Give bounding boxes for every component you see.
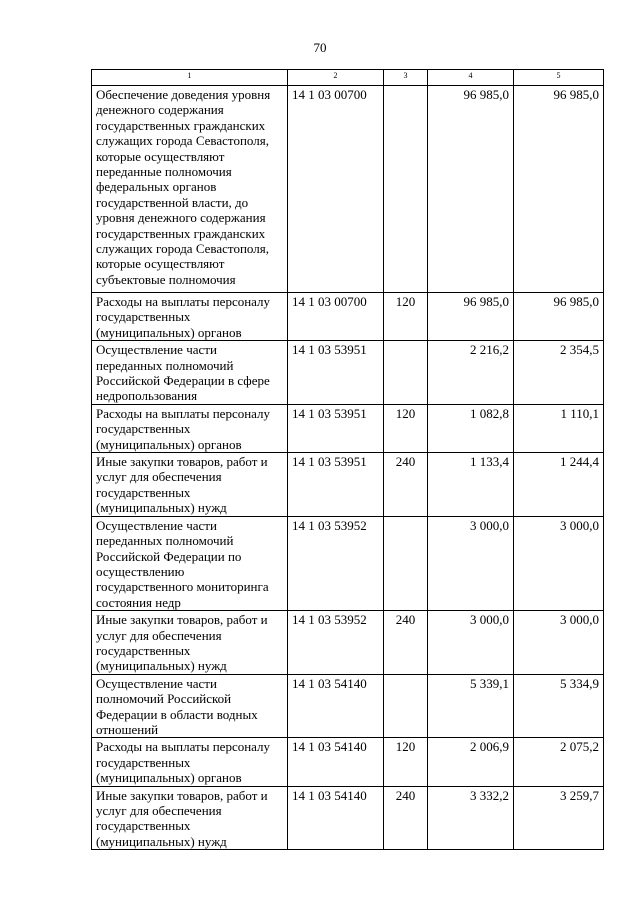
column-header-1: 1 [92, 70, 288, 86]
row-expense-type: 240 [384, 786, 428, 850]
row-sum-1: 96 985,0 [428, 86, 514, 293]
column-header-5: 5 [514, 70, 604, 86]
row-expense-type [384, 674, 428, 738]
row-sum-1: 5 339,1 [428, 674, 514, 738]
row-name: Осуществление части переданных полномочий Российской Федерации в сфере недропользования [92, 341, 288, 405]
column-header-2: 2 [288, 70, 384, 86]
column-header-3: 3 [384, 70, 428, 86]
table-row [92, 738, 604, 786]
row-expense-type: 120 [384, 404, 428, 452]
row-name: Осуществление части полномочий Российской Федерации в области водных отношений [92, 674, 288, 738]
row-expense-type: 120 [384, 738, 428, 786]
row-sum-2: 2 075,2 [514, 738, 604, 786]
row-code: 14 1 03 53951 [288, 453, 384, 517]
row-sum-2: 3 000,0 [514, 611, 604, 675]
row-sum-2: 1 244,4 [514, 453, 604, 517]
table-row [92, 293, 604, 341]
row-name: Осуществление части переданных полномочий Российской Федерации по осуществлению государственного мониторинга состояния недр [92, 516, 288, 610]
row-expense-type: 120 [384, 293, 428, 341]
page-number: 70 [313, 40, 327, 55]
row-name: Иные закупки товаров, работ и услуг для обеспечения государственных (муниципальных) нужд [92, 786, 288, 850]
table-row [92, 86, 604, 293]
row-code: 14 1 03 54140 [288, 786, 384, 850]
table-row [92, 404, 604, 452]
row-name: Иные закупки товаров, работ и услуг для обеспечения государственных (муниципальных) нужд [92, 611, 288, 675]
row-code: 14 1 03 00700 [288, 86, 384, 293]
row-name: Расходы на выплаты персоналу государственных (муниципальных) органов [92, 404, 288, 452]
row-sum-2: 2 354,5 [514, 341, 604, 405]
row-sum-1: 2 216,2 [428, 341, 514, 405]
row-expense-type [384, 341, 428, 405]
row-sum-1: 96 985,0 [428, 293, 514, 341]
row-code: 14 1 03 53951 [288, 341, 384, 405]
table-row [92, 341, 604, 405]
row-sum-1: 3 000,0 [428, 611, 514, 675]
row-name: Иные закупки товаров, работ и услуг для обеспечения государственных (муниципальных) нужд [92, 453, 288, 517]
row-expense-type [384, 516, 428, 610]
row-sum-2: 5 334,9 [514, 674, 604, 738]
table-row [92, 674, 604, 738]
row-expense-type: 240 [384, 611, 428, 675]
row-code: 14 1 03 00700 [288, 293, 384, 341]
row-sum-1: 3 332,2 [428, 786, 514, 850]
table-row [92, 453, 604, 517]
row-sum-2: 96 985,0 [514, 86, 604, 293]
row-code: 14 1 03 53951 [288, 404, 384, 452]
row-name: Расходы на выплаты персоналу государственных (муниципальных) органов [92, 293, 288, 341]
table-row [92, 611, 604, 675]
row-sum-2: 96 985,0 [514, 293, 604, 341]
row-sum-1: 2 006,9 [428, 738, 514, 786]
row-sum-2: 3 259,7 [514, 786, 604, 850]
row-sum-1: 1 082,8 [428, 404, 514, 452]
row-expense-type: 240 [384, 453, 428, 517]
row-sum-1: 3 000,0 [428, 516, 514, 610]
row-expense-type [384, 86, 428, 293]
row-code: 14 1 03 53952 [288, 611, 384, 675]
row-name: Обеспечение доведения уровня денежного содержания государственных гражданских служащих города Севастополя, которые осуществляют переданные полномочия федеральных органов государственной власти, до уровня денежного содержания государственных гражданских служащих города Севастополя, которые осуществляют субъектовые полномочия [92, 86, 288, 293]
column-header-4: 4 [428, 70, 514, 86]
row-code: 14 1 03 54140 [288, 738, 384, 786]
row-sum-2: 3 000,0 [514, 516, 604, 610]
table-row [92, 786, 604, 850]
row-code: 14 1 03 53952 [288, 516, 384, 610]
header-row [92, 70, 604, 86]
row-code: 14 1 03 54140 [288, 674, 384, 738]
budget-table [91, 69, 604, 850]
row-sum-2: 1 110,1 [514, 404, 604, 452]
table-row [92, 516, 604, 610]
row-sum-1: 1 133,4 [428, 453, 514, 517]
row-name: Расходы на выплаты персоналу государственных (муниципальных) органов [92, 738, 288, 786]
